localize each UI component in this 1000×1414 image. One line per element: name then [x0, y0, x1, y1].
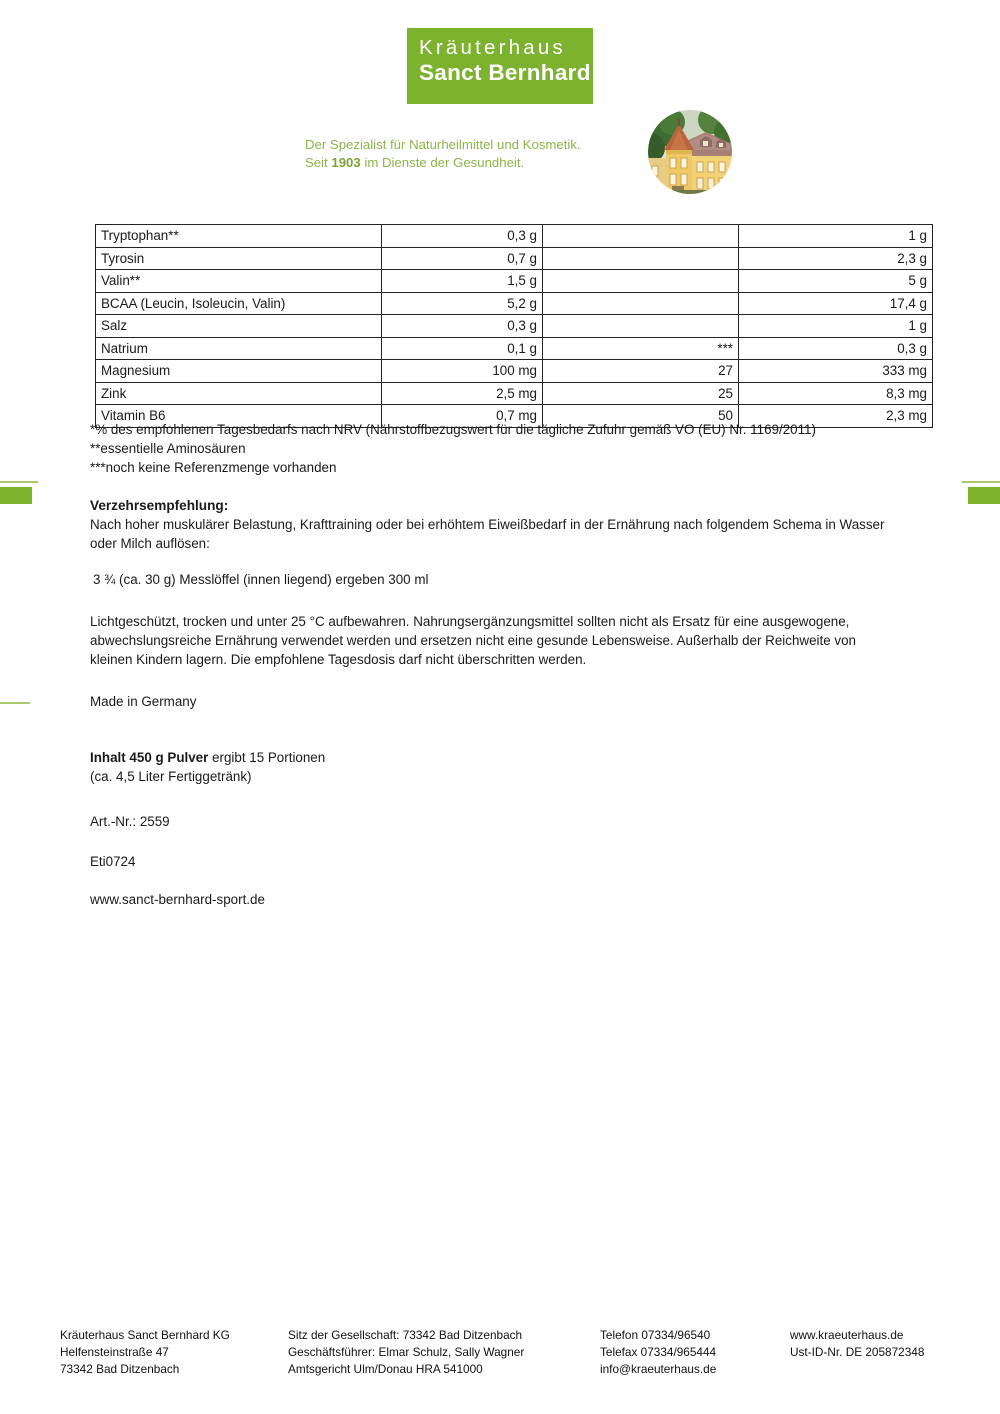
per-portion-cell: 5,2 g: [382, 292, 543, 315]
content-volume-line: (ca. 4,5 Liter Fertiggetränk): [90, 769, 252, 785]
historic-building-photo: [648, 110, 732, 194]
per-portion-cell: 0,3 g: [382, 315, 543, 338]
article-number: Art.-Nr.: 2559: [90, 814, 170, 829]
nutrient-name-cell: Tryptophan**: [96, 225, 382, 248]
bleed-hairline-left-bottom: [0, 702, 30, 704]
nrv-percent-cell: [543, 225, 739, 248]
per-100g-cell: 333 mg: [739, 360, 933, 383]
per-portion-cell: 0,7 mg: [382, 405, 543, 428]
bleed-hairline-right-top: [962, 481, 1000, 483]
footer-line: www.kraeuterhaus.de: [790, 1328, 904, 1342]
nutrient-name-cell: Valin**: [96, 270, 382, 293]
nutrient-name-cell: Vitamin B6: [96, 405, 382, 428]
bleed-mark-right: [968, 487, 1000, 504]
per-100g-cell: 17,4 g: [739, 292, 933, 315]
bleed-mark-left: [0, 487, 32, 504]
nrv-percent-cell: ***: [543, 337, 739, 360]
per-100g-cell: 1 g: [739, 315, 933, 338]
tagline-pre: Seit: [305, 155, 332, 171]
nrv-percent-cell: 27: [543, 360, 739, 383]
footer-legal-info: [288, 1327, 524, 1378]
nrv-percent-cell: [543, 247, 739, 270]
footer-web-vat: [790, 1327, 924, 1361]
footer-line: Sitz der Gesellschaft: 73342 Bad Ditzenbach: [288, 1328, 523, 1342]
footer-line: 73342 Bad Ditzenbach: [60, 1362, 180, 1377]
per-100g-cell: 0,3 g: [739, 337, 933, 360]
product-website: www.sanct-bernhard-sport.de: [90, 892, 265, 907]
footer-company-address: [60, 1327, 230, 1378]
per-100g-cell: 2,3 mg: [739, 405, 933, 428]
consumption-body: Nach hoher muskulärer Belastung, Krafttraining oder bei erhöhtem Eiweißbedarf in der Ernährung nach folgendem Schema in Wasser oder Milch auflösen:: [90, 517, 885, 552]
footer-line: Geschäftsführer: Elmar Schulz, Sally Wagner: [288, 1345, 525, 1360]
nutrient-name-cell: BCAA (Leucin, Isoleucin, Valin): [96, 292, 382, 315]
footer-line: Helfensteinstraße 47: [60, 1345, 169, 1360]
footnote-amino-acids: **essentielle Aminosäuren: [90, 441, 246, 457]
footer-line: Ust-ID-Nr. DE 205872348: [790, 1345, 925, 1360]
table-footnotes: [90, 420, 920, 477]
logo-line-sanct-bernhard: Sanct Bernhard: [419, 60, 591, 86]
table-row: [96, 337, 933, 360]
per-portion-cell: 0,7 g: [382, 247, 543, 270]
nutrient-name-cell: Natrium: [96, 337, 382, 360]
table-row: [96, 382, 933, 405]
nrv-percent-cell: [543, 315, 739, 338]
footer-line: Telefax 07334/965444: [600, 1345, 717, 1360]
product-content-info: [90, 748, 590, 786]
content-amount-strong: Inhalt 450 g Pulver: [90, 750, 209, 765]
nrv-percent-cell: [543, 292, 739, 315]
tagline-year: 1903: [331, 155, 361, 171]
content-amount-rest: ergibt 15 Portionen: [208, 750, 326, 765]
footnote-nrv: *% des empfohlenen Tagesbedarfs nach NRV (Nährstoffbezugswert für die tägliche Zufuhr gemäß VO (EU) Nr. 1169/2011): [90, 422, 816, 437]
footer-line: Amtsgericht Ulm/Donau HRA 541000: [288, 1362, 483, 1377]
building-illustration: [648, 110, 732, 194]
tagline-line-1: Der Spezialist für Naturheilmittel und Kosmetik.: [305, 137, 581, 152]
brand-tagline: [305, 136, 581, 172]
tagline-post: im Dienste der Gesundheit.: [360, 155, 525, 171]
storage-note: Lichtgeschützt, trocken und unter 25 °C aufbewahren. Nahrungsergänzungsmittel sollten nicht als Ersatz für eine ausgewogene, abwechslungsreiche Ernährung verwendet werden und ersetzen nicht eine gesunde Lebensweise. Außerhalb der Reichweite von kleinen Kindern lagern. Die empfohlene Tagesdosis darf nicht überschritten werden.: [90, 614, 856, 668]
dosage-instruction: 3 ¾ (ca. 30 g) Messlöffel (innen liegend) ergeben 300 ml: [93, 572, 429, 587]
label-code: Eti0724: [90, 854, 136, 869]
nutrient-name-cell: Magnesium: [96, 360, 382, 383]
bleed-hairline-left-top: [0, 481, 38, 483]
nutrition-table-body: [96, 225, 933, 428]
footer-line: Kräuterhaus Sanct Bernhard KG: [60, 1328, 230, 1342]
per-portion-cell: 2,5 mg: [382, 382, 543, 405]
per-portion-cell: 100 mg: [382, 360, 543, 383]
footer-line: Telefon 07334/96540: [600, 1328, 711, 1342]
table-row: [96, 225, 933, 248]
nrv-percent-cell: 50: [543, 405, 739, 428]
nrv-percent-cell: 25: [543, 382, 739, 405]
per-100g-cell: 2,3 g: [739, 247, 933, 270]
nutrient-name-cell: Zink: [96, 382, 382, 405]
consumption-heading: Verzehrsempfehlung:: [90, 498, 229, 513]
per-100g-cell: 1 g: [739, 225, 933, 248]
per-100g-cell: 5 g: [739, 270, 933, 293]
footer-line: info@kraeuterhaus.de: [600, 1362, 717, 1377]
logo-line-kraeuterhaus: Kräuterhaus: [419, 36, 566, 59]
nutrient-name-cell: Tyrosin: [96, 247, 382, 270]
table-row: [96, 315, 933, 338]
made-in-germany: Made in Germany: [90, 694, 197, 709]
table-row: [96, 360, 933, 383]
nutrition-table: [95, 224, 933, 428]
brand-logo: [407, 28, 593, 104]
per-100g-cell: 8,3 mg: [739, 382, 933, 405]
per-portion-cell: 0,1 g: [382, 337, 543, 360]
per-portion-cell: 1,5 g: [382, 270, 543, 293]
page-header: [0, 0, 1000, 215]
footnote-no-reference: ***noch keine Referenzmenge vorhanden: [90, 460, 337, 476]
per-portion-cell: 0,3 g: [382, 225, 543, 248]
tagline-line-2: [305, 154, 581, 172]
table-row: [96, 247, 933, 270]
table-row: [96, 270, 933, 293]
footer-contact: [600, 1327, 716, 1378]
content-amount-line: [90, 748, 590, 767]
nrv-percent-cell: [543, 270, 739, 293]
nutrient-name-cell: Salz: [96, 315, 382, 338]
table-row: [96, 292, 933, 315]
